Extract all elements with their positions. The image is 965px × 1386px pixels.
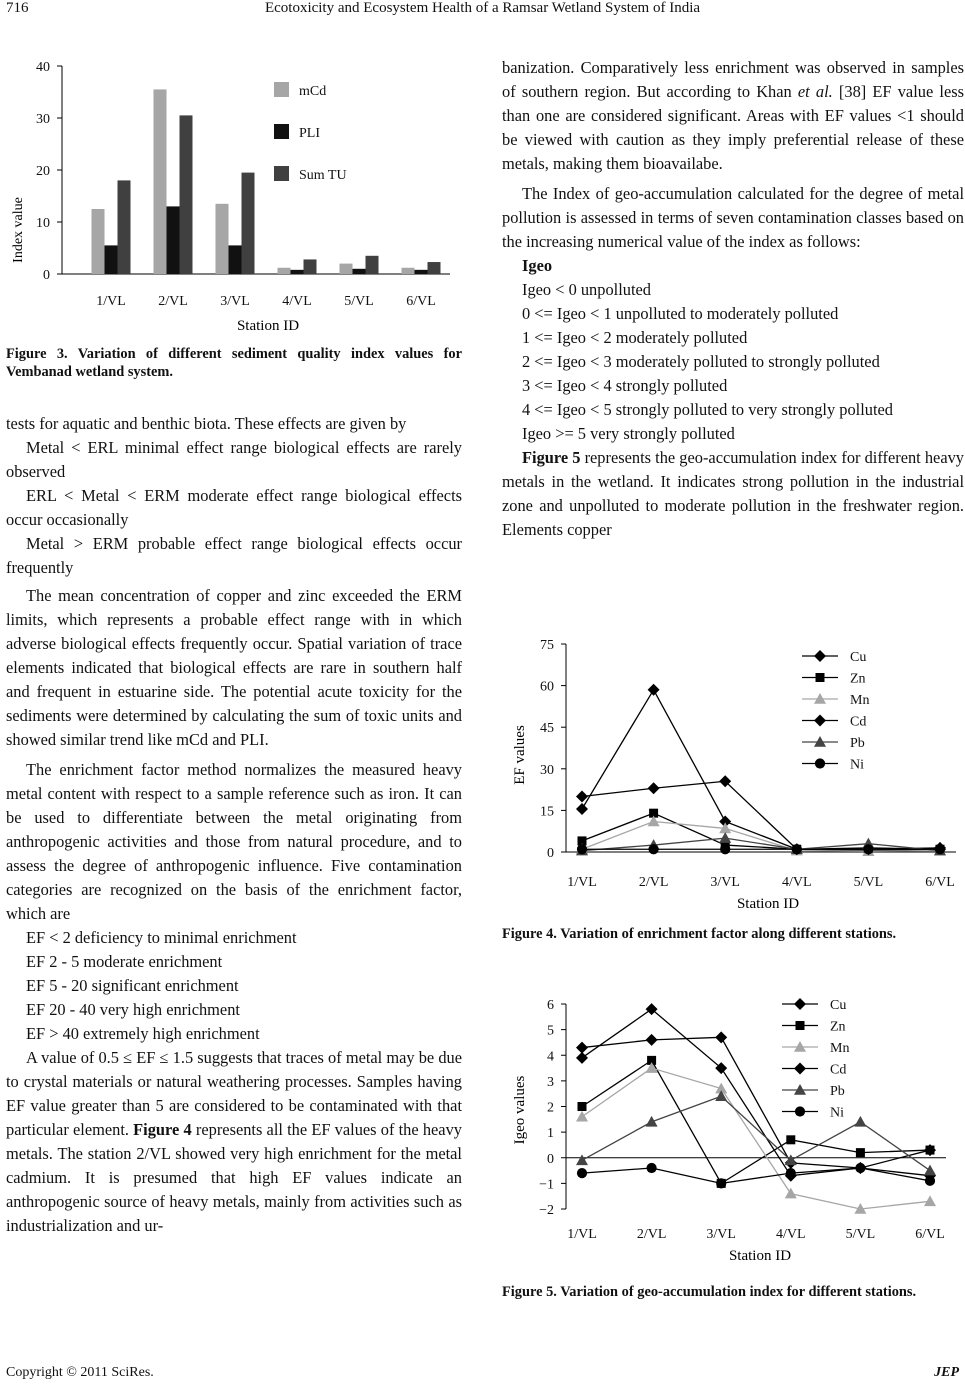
figure-5-point-cd — [646, 1034, 658, 1046]
figure-5-y-tick-label: 1 — [547, 1126, 554, 1142]
figure-3-bar-mcd — [154, 89, 167, 274]
figure-5-line-mn — [582, 1068, 930, 1209]
figure-3-bar-pli — [167, 206, 180, 274]
page-number: 716 — [6, 0, 29, 16]
ef-category-1: EF < 2 deficiency to minimal enrichment — [26, 928, 297, 947]
figure-4-x-tick-label: 4/VL — [782, 875, 812, 890]
figure-4-legend-marker — [814, 715, 826, 727]
figure-3-legend-swatch — [274, 166, 289, 181]
figure-4-legend-label: Cu — [850, 650, 867, 665]
text-run: A value of 0.5 ≤ EF ≤ 1.5 suggests that traces of metal may be due to crystal materials or natural weathering processes. Samples having EF value greater than 5 are considered to be contaminated with that particular element. — [6, 1048, 462, 1139]
figure-3-bar-pli — [353, 269, 366, 274]
figure-4-point-cu — [648, 684, 660, 696]
text-run: banization. Comparatively less enrichment was observed in samples of southern region. But according to Khan — [502, 58, 964, 101]
figure-5-legend-label: Cd — [830, 1062, 847, 1078]
figure-5-point-cd — [715, 1031, 727, 1043]
igeo-class-6: 4 <= Igeo < 5 strongly polluted to very strongly polluted — [522, 400, 893, 419]
figure-4-legend-marker — [816, 673, 825, 682]
figure-4-legend-label: Mn — [850, 693, 870, 708]
figure-5-point-pb — [576, 1154, 588, 1165]
figure-5-point-zn — [786, 1135, 795, 1144]
figure-3-bar-pli — [291, 270, 304, 274]
figure-3-bar-mcd — [92, 209, 105, 274]
figure-3-caption: Figure 3. Variation of different sediment quality index values for Vembanad wetland system. — [6, 346, 462, 380]
figure-5-legend-marker — [794, 998, 806, 1010]
figure-4-x-tick-label: 3/VL — [710, 875, 740, 890]
figure-5-point-zn — [856, 1148, 865, 1157]
figure-5-point-pb — [854, 1116, 866, 1127]
figure-5-point-mn — [785, 1188, 797, 1199]
figure-5-point-ni — [716, 1178, 726, 1188]
figure-3-y-tick-label: 0 — [43, 268, 50, 283]
figure-4-caption: Figure 4. Variation of enrichment factor along different stations. — [502, 926, 897, 942]
figure-4-legend-label: Cd — [850, 714, 867, 730]
figure-4-x-tick-label: 5/VL — [853, 875, 884, 890]
figure-5-legend-label: Zn — [830, 1019, 846, 1035]
igeo-class-3: 1 <= Igeo < 2 moderately polluted — [522, 328, 748, 347]
footer-copyright: Copyright © 2011 SciRes. — [6, 1365, 154, 1380]
paragraph: The Index of geo-accumulation calculated for the degree of metal pollution is assessed in terms of seven contamination classes based on the increasing numerical value of the index as follows: — [502, 184, 964, 251]
figure-5-x-tick-label: 1/VL — [567, 1227, 597, 1242]
figure-5-y-tick-label: −2 — [539, 1203, 554, 1218]
figure-4-point-ni — [720, 844, 730, 854]
erl-item-1: Metal < ERL minimal effect range biological effects are rarely observed — [6, 438, 462, 481]
figure-5-point-cd — [576, 1042, 588, 1054]
figure-5-line-cd — [582, 1037, 930, 1175]
figure-3-x-tick-label: 3/VL — [220, 294, 250, 309]
igeo-class-7: Igeo >= 5 very strongly polluted — [522, 424, 735, 443]
figure-5-y-axis-label: Igeo values — [512, 1075, 528, 1145]
figure-5-y-tick-label: 3 — [547, 1074, 554, 1090]
figure-3-bar-sum-tu — [118, 180, 131, 274]
figure-5-chart — [506, 990, 962, 1268]
paragraph — [502, 56, 964, 176]
figure-3-bar-pli — [105, 245, 118, 274]
erl-item-3: Metal > ERM probable effect range biological effects occur frequently — [6, 534, 462, 577]
figure-4-y-axis-label: EF values — [512, 725, 528, 785]
figure-5-legend-label: Cu — [830, 998, 847, 1013]
figure-4-y-tick-label: 15 — [540, 804, 554, 820]
figure-4-chart — [506, 630, 962, 916]
figure-5-y-tick-label: 6 — [547, 998, 554, 1013]
figure-4-point-ni — [863, 844, 873, 854]
figure-4-legend-label: Ni — [850, 757, 864, 773]
figure-3-x-tick-label: 5/VL — [344, 294, 374, 309]
figure-4-y-tick-label: 75 — [540, 638, 554, 653]
figure-3-x-tick-label: 2/VL — [158, 294, 188, 309]
figure-4-point-ni — [649, 844, 659, 854]
figure-3-x-tick-label: 4/VL — [282, 294, 312, 309]
figure-5-line-pb — [582, 1096, 930, 1170]
figure-4-y-tick-label: 60 — [540, 679, 554, 695]
figure-3-bar-mcd — [216, 204, 229, 274]
figure-5-point-pb — [646, 1116, 658, 1127]
figure-3-y-tick-label: 30 — [36, 112, 50, 127]
paragraph: tests for aquatic and benthic biota. These effects are given by — [6, 414, 407, 433]
figure-4-y-tick-label: 30 — [540, 762, 554, 778]
ef-category-5: EF > 40 extremely high enrichment — [26, 1024, 260, 1043]
figure-4-legend-label: Pb — [850, 736, 865, 751]
igeo-class-1: Igeo < 0 unpolluted — [522, 280, 651, 299]
figure-4-point-ni — [577, 844, 587, 854]
figure-3-bar-pli — [415, 270, 428, 274]
figure-4-x-tick-label: 1/VL — [567, 875, 597, 890]
figure-5-y-tick-label: 5 — [547, 1023, 554, 1039]
figure-4-point-ni — [935, 844, 945, 854]
figure-3-legend-label: PLI — [299, 126, 320, 141]
figure-5-point-pb — [924, 1165, 936, 1176]
figure-5-y-tick-label: −1 — [539, 1177, 554, 1193]
figure-5-x-tick-label: 4/VL — [776, 1227, 806, 1242]
paragraph: The mean concentration of copper and zinc exceeded the ERM limits, which represents a probable effect range with in which adverse biological effects frequently occur. Spatial variation of trace elements indicated that biological effects are rare in southern half and frequent in estuarine side. The potential acute toxicity for the sediments were determined by calculating the sum of toxic units and showed similar trend like mCd and PLI. — [6, 586, 462, 749]
figure-3-x-tick-label: 1/VL — [96, 294, 126, 309]
figure-5-point-mn — [576, 1111, 588, 1122]
figure-5-x-tick-label: 3/VL — [706, 1227, 736, 1242]
figure-4-reference: Figure 4 — [133, 1120, 192, 1139]
figure-5-point-ni — [786, 1168, 796, 1178]
figure-5-x-axis-label: Station ID — [728, 1248, 792, 1264]
figure-5-legend-marker — [795, 1106, 805, 1116]
figure-5-legend-marker — [794, 1063, 806, 1075]
figure-5-point-zn — [578, 1102, 587, 1111]
footer-journal: JEP — [934, 1365, 959, 1380]
figure-3-bar-sum-tu — [366, 256, 379, 274]
figure-4-x-tick-label: 2/VL — [638, 875, 669, 890]
figure-4-legend-label: Zn — [850, 671, 866, 687]
figure-5-reference: Figure 5 — [522, 448, 581, 467]
figure-3-bar-mcd — [340, 264, 353, 274]
figure-3-x-tick-label: 6/VL — [406, 294, 436, 309]
igeo-class-4: 2 <= Igeo < 3 moderately polluted to strongly polluted — [522, 352, 880, 371]
figure-3-bar-sum-tu — [180, 115, 193, 274]
figure-3-y-tick-label: 10 — [36, 216, 50, 231]
figure-4-point-cu — [576, 803, 588, 815]
figure-4-legend-marker — [815, 758, 825, 768]
italic-run: et al. — [797, 82, 833, 101]
figure-5-x-tick-label: 2/VL — [636, 1227, 667, 1242]
figure-3-bar-mcd — [278, 268, 291, 274]
figure-3-legend-label: Sum TU — [299, 168, 347, 183]
figure-5-point-cu — [576, 1052, 588, 1064]
figure-5-y-tick-label: 0 — [547, 1151, 554, 1167]
right-column — [502, 56, 964, 542]
figure-5-x-tick-label: 6/VL — [915, 1227, 945, 1242]
figure-3-legend-label: mCd — [299, 84, 327, 99]
figure-3-legend-swatch — [274, 124, 289, 139]
figure-5-point-ni — [855, 1163, 865, 1173]
figure-3-y-tick-label: 20 — [36, 164, 50, 179]
figure-5-y-tick-label: 4 — [547, 1049, 554, 1065]
figure-4-y-tick-label: 0 — [547, 846, 554, 861]
figure-3-y-tick-label: 40 — [36, 60, 50, 75]
figure-4-x-axis-label: Station ID — [736, 896, 800, 912]
figure-3-bar-sum-tu — [428, 262, 441, 274]
figure-4-legend-marker — [814, 650, 826, 662]
figure-3-chart — [6, 52, 462, 338]
figure-4-point-cd — [648, 782, 660, 794]
igeo-class-5: 3 <= Igeo < 4 strongly polluted — [522, 376, 728, 395]
paragraph — [502, 446, 964, 542]
figure-3-x-axis-label: Station ID — [236, 318, 300, 334]
figure-4-point-cd — [576, 791, 588, 803]
figure-5-point-ni — [577, 1168, 587, 1178]
figure-4-line-cu — [582, 690, 940, 849]
figure-5-line-cu — [582, 1009, 930, 1176]
figure-5-legend-label: Ni — [830, 1105, 844, 1121]
figure-5-x-tick-label: 5/VL — [845, 1227, 876, 1242]
ef-category-3: EF 5 - 20 significant enrichment — [26, 976, 239, 995]
text-run: represents all the EF values of the heavy metals. The station 2/VL showed very high enrichment for the metal cadmium. It is presumed that high EF values indicate an anthropogenic source of heavy metals, mainly from activities such as industrialization and ur- — [6, 1120, 462, 1235]
running-title: Ecotoxicity and Ecosystem Health of a Ramsar Wetland System of India — [264, 0, 701, 16]
figure-4-point-pb — [719, 832, 731, 843]
figure-3-bar-mcd — [402, 268, 415, 274]
igeo-class-2: 0 <= Igeo < 1 unpolluted to moderately polluted — [522, 304, 839, 323]
figure-3-y-axis-label: Index value — [11, 197, 26, 263]
figure-5-point-ni — [647, 1163, 657, 1173]
figure-5-caption: Figure 5. Variation of geo-accumulation index for different stations. — [502, 1284, 917, 1300]
figure-5-point-ni — [925, 1176, 935, 1186]
paragraph: The enrichment factor method normalizes the measured heavy metal content with respect to a sample reference such as iron. It can be used to differentiate between the metal originating from anthropogenic activities and those from natural procedure, and to assess the degree of anthropogenic influence. Five contamination categories are recognized on the basis of the enrichment factor, which are — [6, 760, 462, 923]
figure-4-point-ni — [792, 844, 802, 854]
figure-5-legend-label: Mn — [830, 1041, 850, 1056]
igeo-heading: Igeo — [522, 256, 553, 275]
figure-3-bar-sum-tu — [242, 173, 255, 274]
figure-5-point-zn — [926, 1146, 935, 1155]
figure-5-legend-marker — [796, 1021, 805, 1030]
ef-category-2: EF 2 - 5 moderate enrichment — [26, 952, 223, 971]
left-column — [6, 412, 462, 1238]
figure-4-x-tick-label: 6/VL — [925, 875, 955, 890]
figure-5-point-mn — [924, 1195, 936, 1206]
figure-5-y-tick-label: 2 — [547, 1100, 554, 1116]
erl-item-2: ERL < Metal < ERM moderate effect range biological effects occur occasionally — [6, 486, 462, 529]
text-run: [38] EF value less than one are considered significant. Areas with EF values <1 should be viewed with caution as they imply preferential release of these metals, making them bioavailabe. — [502, 82, 964, 173]
text-run: represents the geo-accumulation index for different heavy metals in the wetland. It indicates strong pollution in the industrial zone and unpolluted to moderate pollution in the freshwater region. Elements copper — [502, 448, 964, 539]
ef-category-4: EF 20 - 40 very high enrichment — [26, 1000, 240, 1019]
figure-3-bar-sum-tu — [304, 259, 317, 274]
figure-5-legend-label: Pb — [830, 1084, 845, 1099]
paragraph — [6, 1046, 462, 1238]
figure-3-legend-swatch — [274, 82, 289, 97]
figure-3-bar-pli — [229, 245, 242, 274]
figure-4-y-tick-label: 45 — [540, 721, 554, 737]
